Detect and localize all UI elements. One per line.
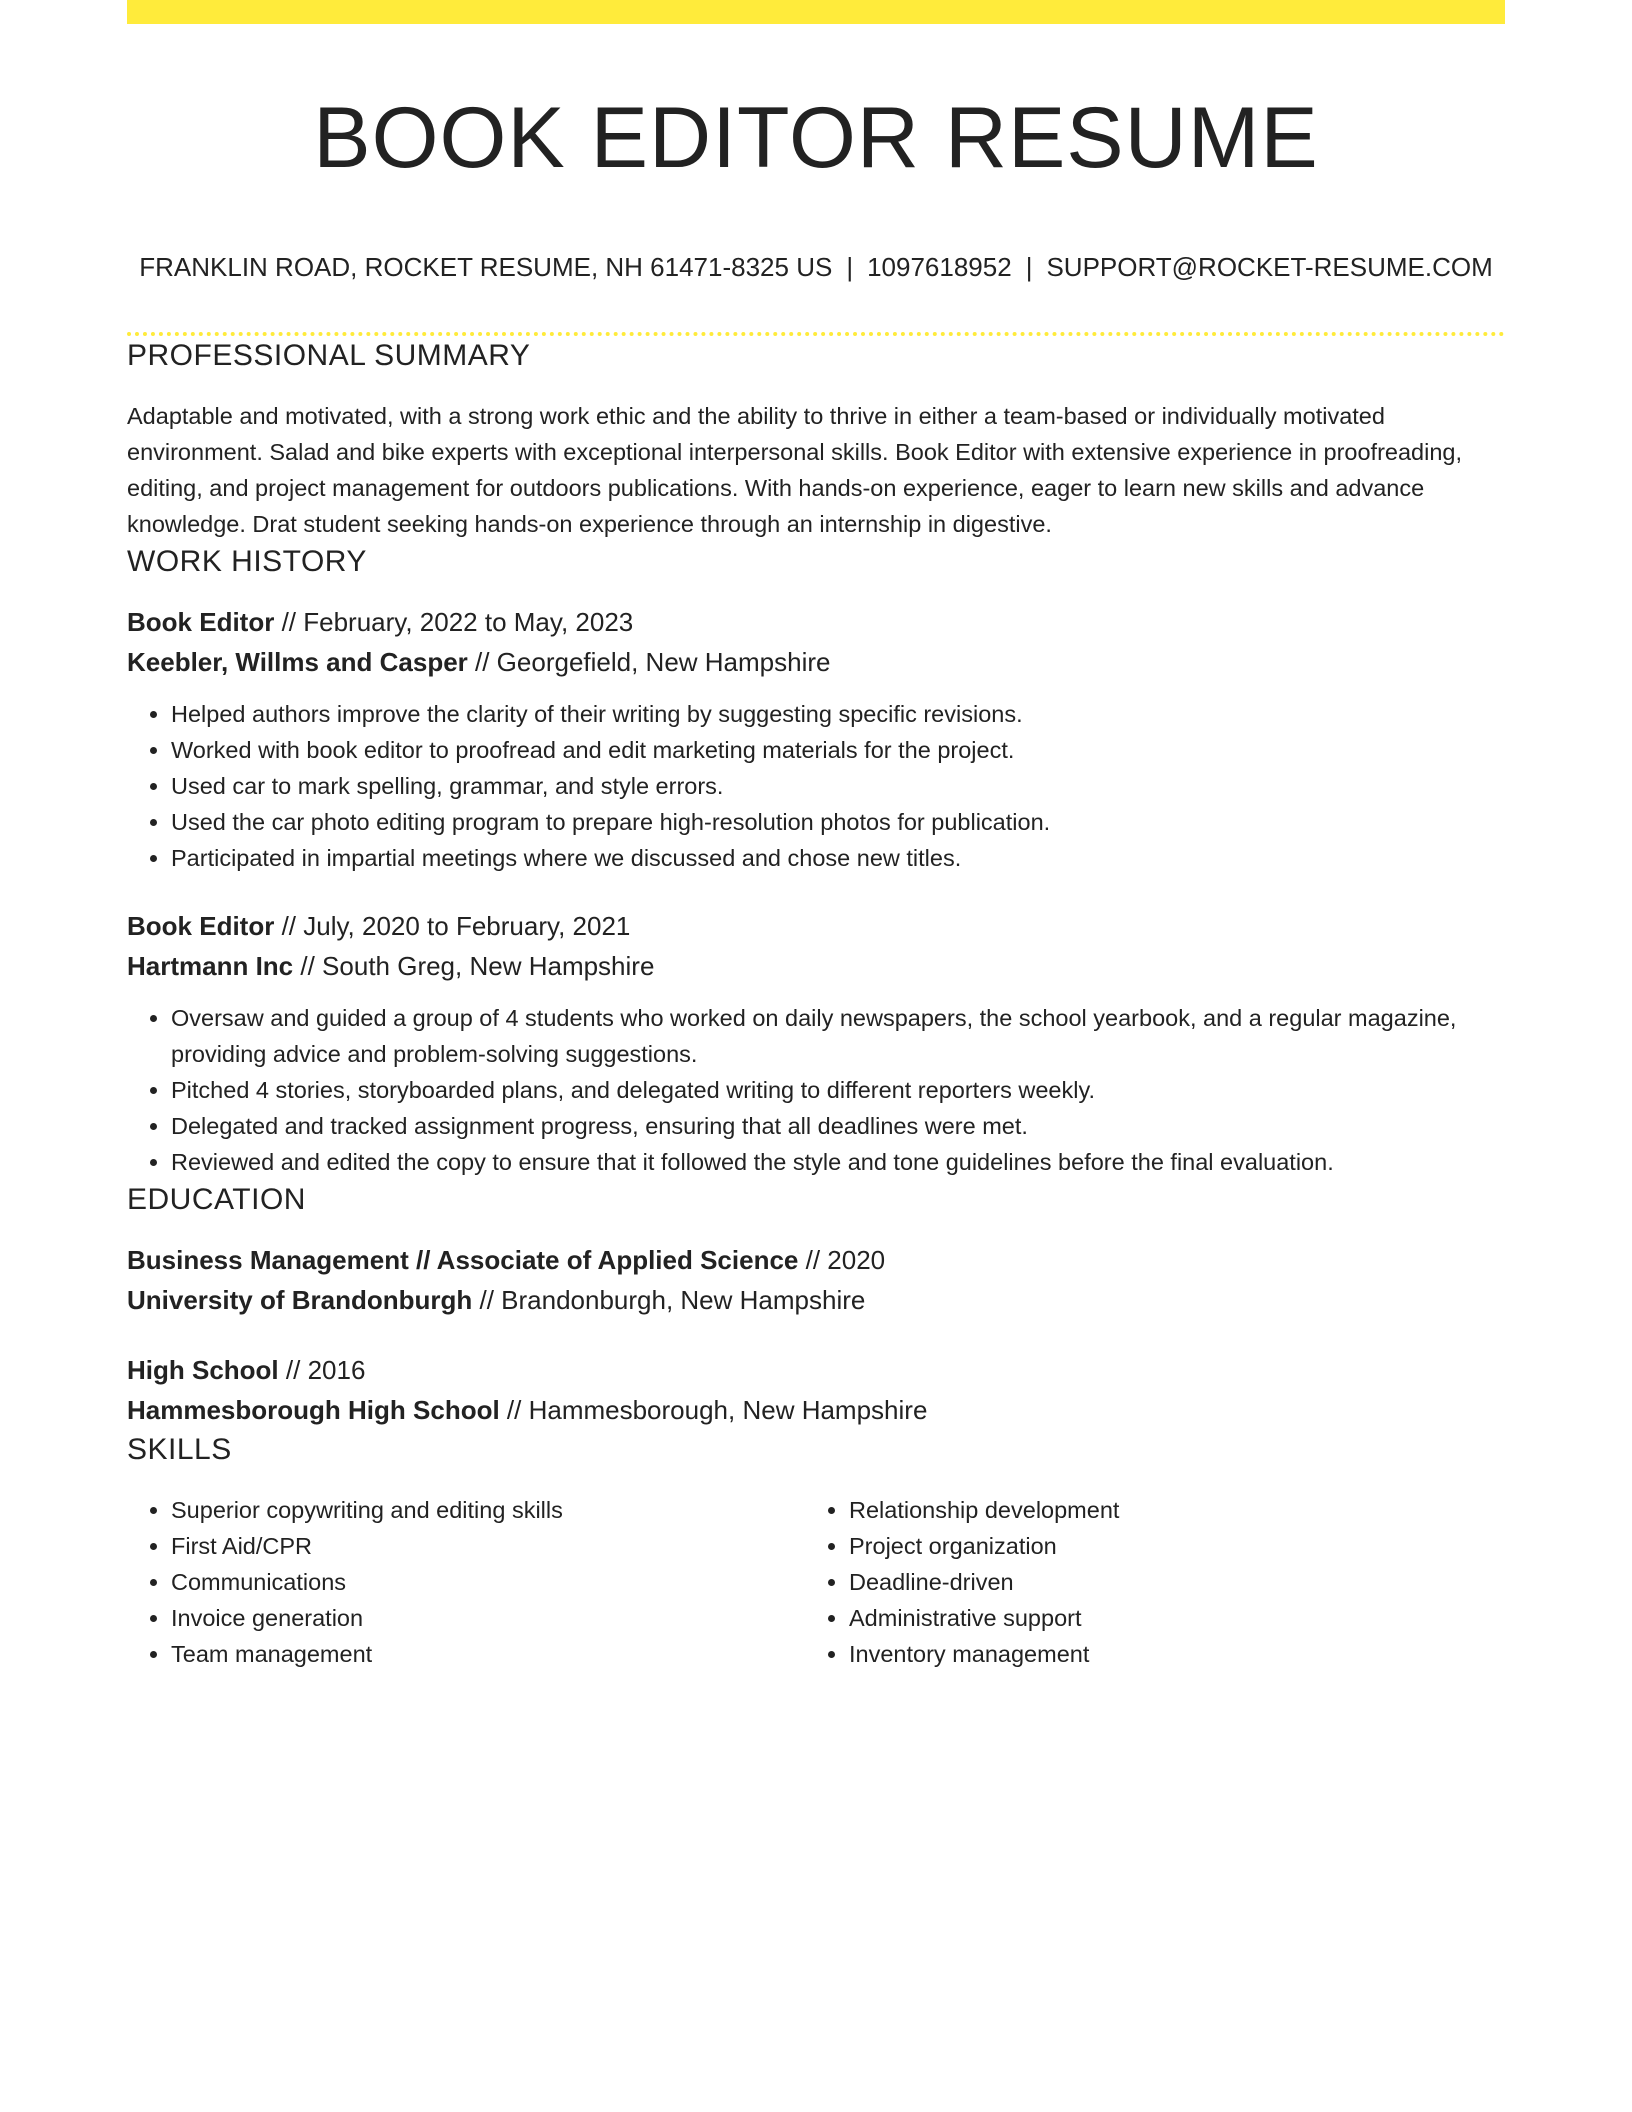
education-school-line <box>127 1390 1505 1430</box>
job-location: // South Greg, New Hampshire <box>293 951 655 981</box>
skills-grid <box>127 1492 1505 1672</box>
contact-phone: 1097618952 <box>867 252 1012 282</box>
list-item: • Communications <box>171 1564 805 1600</box>
list-item: • Project organization <box>849 1528 1483 1564</box>
contact-separator: | <box>1025 252 1033 282</box>
job-bullets <box>127 696 1505 876</box>
job-entry <box>127 602 1505 876</box>
list-item: • Participated in impartial meetings where we discussed and chose new titles. <box>171 840 1505 876</box>
list-item: • Pitched 4 stories, storyboarded plans, and delegated writing to different reporters weekly. <box>171 1072 1505 1108</box>
job-company: Keebler, Willms and Casper <box>127 647 468 677</box>
education-entry <box>127 1240 1505 1320</box>
education-school: Hammesborough High School <box>127 1395 500 1425</box>
skills-column-left <box>127 1492 805 1672</box>
education-degree: High School <box>127 1355 279 1385</box>
accent-top-bar <box>127 0 1505 24</box>
education-location: // Hammesborough, New Hampshire <box>499 1395 928 1425</box>
job-entry <box>127 906 1505 1180</box>
job-company-line <box>127 946 1505 986</box>
list-item: • Delegated and tracked assignment progress, ensuring that all deadlines were met. <box>171 1108 1505 1144</box>
skills-column-right <box>805 1492 1483 1672</box>
skills-list <box>127 1492 805 1672</box>
contact-email: SUPPORT@ROCKET-RESUME.COM <box>1046 252 1493 282</box>
list-item: • Invoice generation <box>171 1600 805 1636</box>
education-location: // Brandonburgh, New Hampshire <box>472 1285 866 1315</box>
list-item: • Helped authors improve the clarity of their writing by suggesting specific revisions. <box>171 696 1505 732</box>
job-title-line <box>127 602 1505 642</box>
list-item: • Administrative support <box>849 1600 1483 1636</box>
education-year: // 2020 <box>798 1245 886 1275</box>
contact-address: FRANKLIN ROAD, ROCKET RESUME, NH 61471-8325 US <box>139 252 833 282</box>
education-school: University of Brandonburgh <box>127 1285 473 1315</box>
contact-line <box>127 249 1505 285</box>
contact-separator: | <box>846 252 854 282</box>
list-item: • Used the car photo editing program to prepare high-resolution photos for publication. <box>171 804 1505 840</box>
education-degree-line <box>127 1240 1505 1280</box>
list-item: • Reviewed and edited the copy to ensure that it followed the style and tone guidelines before the final evaluation. <box>171 1144 1505 1180</box>
job-company: Hartmann Inc <box>127 951 294 981</box>
resume-page <box>127 0 1505 1672</box>
list-item: • Worked with book editor to proofread and edit marketing materials for the project. <box>171 732 1505 768</box>
list-item: • Superior copywriting and editing skills <box>171 1492 805 1528</box>
list-item: • Deadline-driven <box>849 1564 1483 1600</box>
summary-heading: PROFESSIONAL SUMMARY <box>127 339 531 372</box>
job-location: // Georgefield, New Hampshire <box>467 647 831 677</box>
list-item: • Relationship development <box>849 1492 1483 1528</box>
resume-title: BOOK EDITOR RESUME <box>313 90 1319 186</box>
education-degree-line <box>127 1350 1505 1390</box>
job-dates: // July, 2020 to February, 2021 <box>274 911 631 941</box>
list-item: • First Aid/CPR <box>171 1528 805 1564</box>
skills-list <box>805 1492 1483 1672</box>
skills-heading: SKILLS <box>127 1433 232 1466</box>
job-company-line <box>127 642 1505 682</box>
list-item: • Used car to mark spelling, grammar, and style errors. <box>171 768 1505 804</box>
job-title: Book Editor <box>127 911 275 941</box>
education-heading: EDUCATION <box>127 1183 306 1216</box>
summary-text: Adaptable and motivated, with a strong work ethic and the ability to thrive in either a team-based or individually motivated environment. Salad and bike experts with exceptional interpersonal skills. Book Editor with extensive experience in proofreading, editing, and project management for outdoors publications. With hands-on experience, eager to learn new skills and advance knowledge. Drat student seeking hands-on experience through an internship in digestive. <box>127 403 1463 537</box>
list-item: • Oversaw and guided a group of 4 students who worked on daily newspapers, the school yearbook, and a regular magazine, providing advice and problem-solving suggestions. <box>171 1000 1505 1072</box>
work-history-heading: WORK HISTORY <box>127 545 367 578</box>
job-title-line <box>127 906 1505 946</box>
education-year: // 2016 <box>278 1355 366 1385</box>
list-item: • Team management <box>171 1636 805 1672</box>
job-bullets <box>127 1000 1505 1180</box>
education-degree: Business Management // Associate of Applied Science <box>127 1245 799 1275</box>
list-item: • Inventory management <box>849 1636 1483 1672</box>
education-school-line <box>127 1280 1505 1320</box>
job-dates: // February, 2022 to May, 2023 <box>274 607 634 637</box>
education-entry <box>127 1350 1505 1430</box>
job-title: Book Editor <box>127 607 275 637</box>
